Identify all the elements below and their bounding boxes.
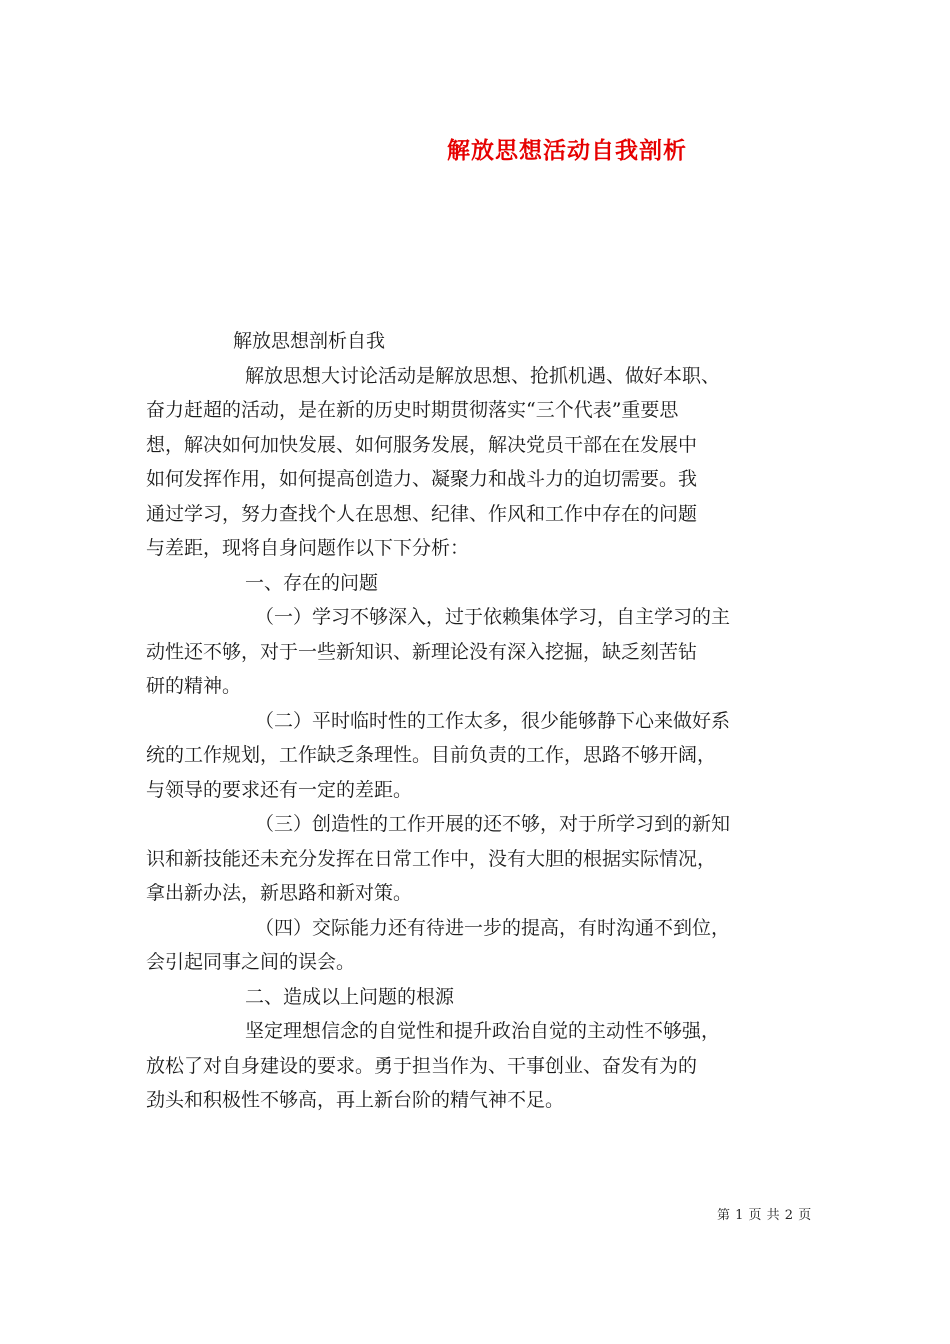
section-heading: 一、存在的问题 (245, 571, 379, 594)
paragraph-line: 识和新技能还未充分发挥在日常工作中，没有大胆的根据实际情况， (146, 847, 717, 870)
document-subtitle: 解放思想剖析自我 (233, 330, 386, 352)
page-number-indicator: 第 1 页 共 2 页 (717, 1208, 812, 1223)
paragraph-line: 会引起同事之间的误会。 (146, 951, 356, 973)
paragraph-line: 劲头和积极性不够高，再上新台阶的精气神不足。 (146, 1089, 565, 1111)
section-heading: 二、造成以上问题的根源 (245, 985, 455, 1008)
paragraph-line: 与领导的要求还有一定的差距。 (146, 778, 413, 801)
paragraph-line: 想，解决如何加快发展、如何服务发展，解决党员干部在在发展中 (146, 433, 698, 456)
paragraph-line: （一）学习不够深入，过于依赖集体学习，自主学习的主 (255, 606, 731, 628)
paragraph-line: 奋力赶超的活动，是在新的历史时期贯彻落实“三个代表”重要思 (146, 399, 679, 421)
paragraph-line: 如何发挥作用，如何提高创造力、凝聚力和战斗力的迫切需要。我 (146, 468, 698, 490)
paragraph-line: 解放思想大讨论活动是解放思想、抢抓机遇、做好本职、 (245, 364, 721, 387)
paragraph-line: 研的精神。 (146, 675, 242, 697)
document-title: 解放思想活动自我剖析 (447, 137, 687, 164)
paragraph-line: 动性还不够，对于一些新知识、新理论没有深入挖掘，缺乏刻苦钻 (146, 640, 698, 663)
paragraph-line: 坚定理想信念的自觉性和提升政治自觉的主动性不够强， (245, 1020, 721, 1042)
paragraph-line: （三）创造性的工作开展的还不够，对于所学习到的新知 (255, 813, 731, 835)
paragraph-line: （二）平时临时性的工作太多，很少能够静下心来做好系 (255, 709, 731, 732)
paragraph-line: 放松了对自身建设的要求。勇于担当作为、干事创业、奋发有为的 (146, 1054, 698, 1077)
document-body (146, 324, 822, 1118)
paragraph-line: 拿出新办法，新思路和新对策。 (146, 882, 413, 904)
paragraph-line: 通过学习，努力查找个人在思想、纪律、作风和工作中存在的问题 (146, 502, 698, 525)
paragraph-line: 统的工作规划，工作缺乏条理性。目前负责的工作，思路不够开阔， (146, 744, 717, 766)
paragraph-line: 与差距，现将自身问题作以下下分析： (146, 537, 470, 559)
paragraph-line: （四）交际能力还有待进一步的提高，有时沟通不到位， (255, 916, 731, 939)
